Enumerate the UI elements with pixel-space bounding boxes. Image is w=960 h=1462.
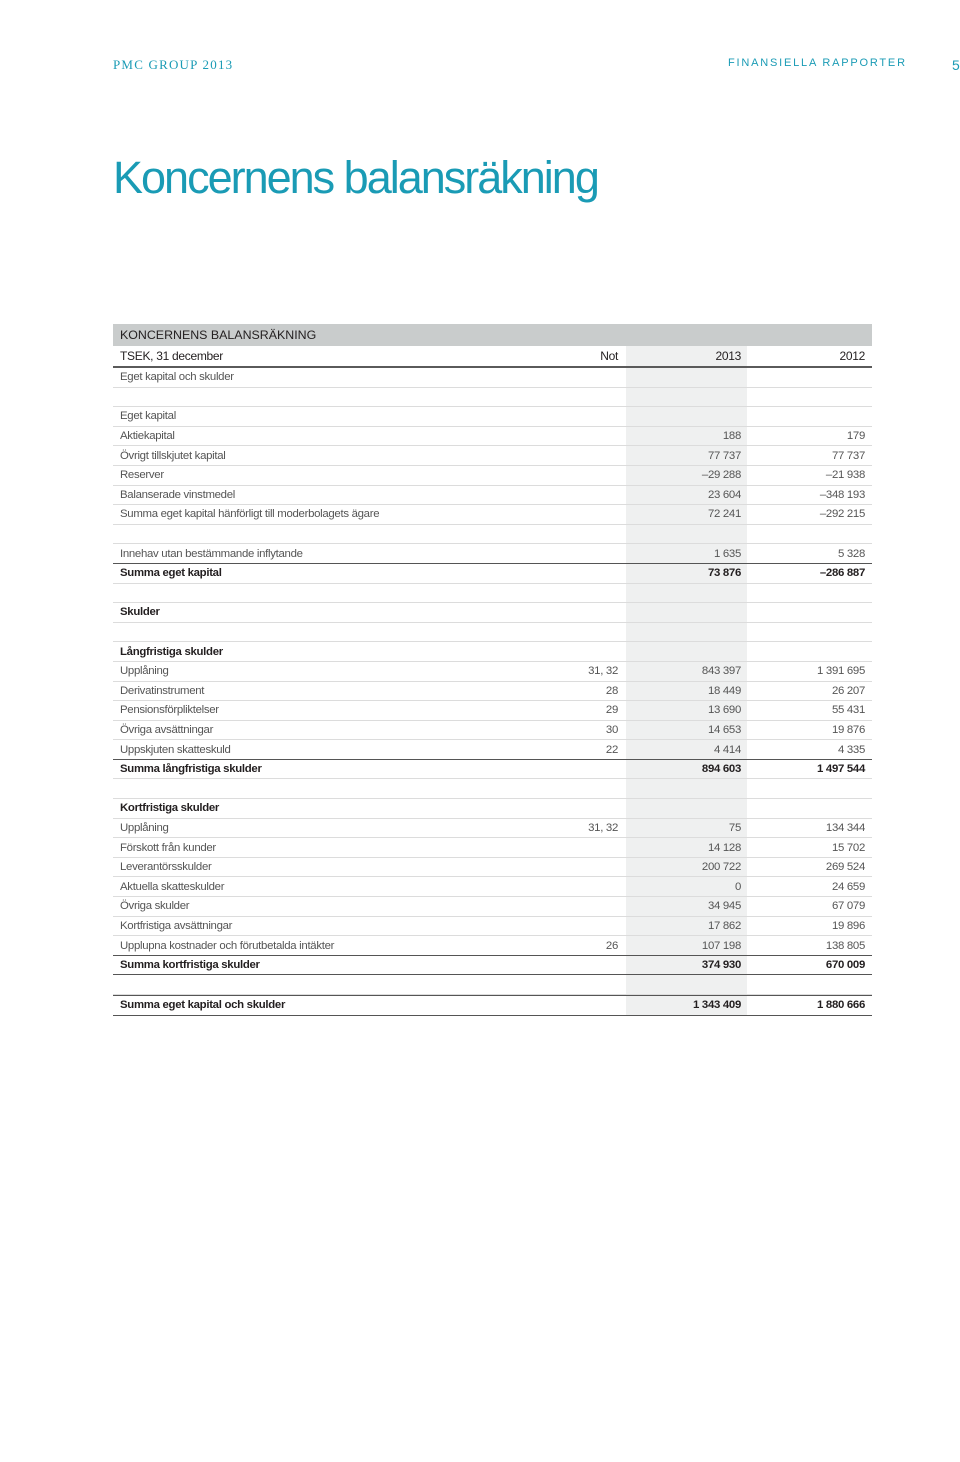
row-value-2012: 1 497 544	[817, 763, 865, 776]
row-label: Aktiekapital	[120, 430, 175, 443]
table-row	[113, 721, 872, 741]
column-header-row	[113, 346, 872, 368]
table-row	[113, 956, 872, 976]
row-value-2013: 1 343 409	[693, 999, 741, 1012]
table-row	[113, 564, 872, 584]
row-note: 29	[605, 704, 618, 717]
row-value-2013: 13 690	[707, 704, 741, 717]
table-row	[113, 877, 872, 897]
table-row	[113, 897, 872, 917]
spacer-row	[113, 584, 872, 604]
row-value-2013: 18 449	[707, 684, 741, 697]
row-value-2012: 138 805	[825, 939, 865, 952]
row-label: Övriga avsättningar	[120, 723, 214, 736]
row-value-2012: 269 524	[825, 861, 865, 874]
row-label: Upplåning	[120, 821, 169, 834]
row-label: Eget kapital och skulder	[120, 371, 234, 384]
row-value-2013: 894 603	[701, 763, 741, 776]
table-row	[113, 995, 872, 1016]
table-row	[113, 760, 872, 780]
row-value-2012: 55 431	[831, 704, 865, 717]
row-value-2012: 19 896	[831, 919, 865, 932]
row-label: Förskott från kunder	[120, 841, 216, 854]
row-value-2012: 67 079	[831, 900, 865, 913]
row-label: Upplåning	[120, 665, 169, 678]
row-label: Övrigt tillskjutet kapital	[120, 449, 226, 462]
spacer-row	[113, 975, 872, 995]
row-label: Balanserade vinstmedel	[120, 488, 235, 501]
table-row	[113, 486, 872, 506]
row-value-2012: –348 193	[819, 488, 865, 501]
row-value-2012: 5 328	[837, 547, 865, 560]
table-row	[113, 838, 872, 858]
table-row	[113, 466, 872, 486]
page-title: Koncernens balansräkning	[113, 152, 598, 203]
row-label: Kortfristiga skulder	[120, 802, 220, 815]
row-value-2013: 75	[728, 821, 741, 834]
row-value-2013: 374 930	[701, 959, 741, 972]
row-value-2013: 14 653	[707, 723, 741, 736]
row-note: 22	[605, 743, 618, 756]
row-value-2012: 19 876	[831, 723, 865, 736]
row-value-2013: –29 288	[701, 469, 741, 482]
row-value-2013: 188	[722, 430, 741, 443]
table-row	[113, 603, 872, 623]
row-value-2012: 77 737	[831, 449, 865, 462]
table-row	[113, 368, 872, 388]
row-label: Upplupna kostnader och förutbetalda intäkter	[120, 939, 335, 952]
row-label: Aktuella skatteskulder	[120, 880, 225, 893]
row-label: Summa kortfristiga skulder	[120, 959, 260, 972]
table-row	[113, 740, 872, 760]
spacer-row	[113, 525, 872, 545]
row-label: Uppskjuten skatteskuld	[120, 743, 231, 756]
running-header-left: PMC GROUP 2013	[113, 57, 234, 72]
row-note: 26	[605, 939, 618, 952]
table-body	[113, 368, 872, 1016]
table-row	[113, 682, 872, 702]
table-row	[113, 799, 872, 819]
row-label: Eget kapital	[120, 410, 176, 423]
spacer-row	[113, 779, 872, 799]
row-value-2013: 17 862	[707, 919, 741, 932]
row-label: Leverantörsskulder	[120, 861, 212, 874]
balance-sheet-table	[113, 324, 872, 1016]
row-value-2013: 843 397	[701, 665, 741, 678]
row-value-2013: 77 737	[707, 449, 741, 462]
column-header-2012: 2012	[839, 349, 865, 363]
column-header-2013: 2013	[715, 349, 741, 363]
table-row	[113, 917, 872, 937]
row-label: Skulder	[120, 606, 160, 619]
row-note: 31, 32	[588, 665, 618, 678]
row-value-2013: 0	[734, 880, 741, 893]
row-note: 30	[605, 723, 618, 736]
table-row	[113, 427, 872, 447]
table-row	[113, 446, 872, 466]
row-value-2012: 15 702	[831, 841, 865, 854]
running-header-right: FINANSIELLA RAPPORTER	[728, 57, 907, 69]
row-value-2013: 73 876	[707, 567, 741, 580]
row-label: Innehav utan bestämmande inflytande	[120, 547, 303, 560]
table-row	[113, 407, 872, 427]
column-header-note: Not	[600, 349, 618, 363]
row-value-2012: –286 887	[819, 567, 865, 580]
row-value-2012: 1 391 695	[817, 665, 865, 678]
row-value-2013: 1 635	[713, 547, 741, 560]
table-row	[113, 819, 872, 839]
row-value-2012: –21 938	[825, 469, 865, 482]
row-value-2013: 200 722	[701, 861, 741, 874]
page-number: 5	[952, 57, 960, 73]
row-value-2012: 1 880 666	[817, 999, 865, 1012]
table-caption	[113, 324, 872, 346]
table-row	[113, 505, 872, 525]
row-label: Långfristiga skulder	[120, 645, 223, 658]
row-value-2012: –292 215	[819, 508, 865, 521]
table-row	[113, 544, 872, 564]
row-value-2012: 24 659	[831, 880, 865, 893]
table-row	[113, 701, 872, 721]
row-note: 28	[605, 684, 618, 697]
row-label: Summa eget kapital	[120, 567, 222, 580]
row-value-2012: 670 009	[825, 959, 865, 972]
row-value-2013: 107 198	[701, 939, 741, 952]
row-label: Reserver	[120, 469, 164, 482]
row-value-2012: 179	[846, 430, 865, 443]
table-row	[113, 662, 872, 682]
row-label: Övriga skulder	[120, 900, 190, 913]
row-note: 31, 32	[588, 821, 618, 834]
row-label: Pensionsförpliktelser	[120, 704, 219, 717]
spacer-row	[113, 388, 872, 408]
row-value-2013: 4 414	[713, 743, 741, 756]
table-row	[113, 936, 872, 956]
row-value-2012: 4 335	[837, 743, 865, 756]
row-label: Derivatinstrument	[120, 684, 205, 697]
column-header-label: TSEK, 31 december	[120, 349, 223, 363]
row-value-2013: 23 604	[707, 488, 741, 501]
spacer-row	[113, 623, 872, 643]
row-value-2012: 26 207	[831, 684, 865, 697]
table-row	[113, 642, 872, 662]
row-label: Summa långfristiga skulder	[120, 763, 262, 776]
table-caption-text: KONCERNENS BALANSRÄKNING	[120, 328, 317, 342]
row-value-2012: 134 344	[825, 821, 865, 834]
row-value-2013: 34 945	[707, 900, 741, 913]
row-label: Summa eget kapital hänförligt till moderbolagets ägare	[120, 508, 380, 521]
row-value-2013: 72 241	[707, 508, 741, 521]
row-label: Kortfristiga avsättningar	[120, 919, 233, 932]
row-label: Summa eget kapital och skulder	[120, 999, 286, 1012]
row-value-2013: 14 128	[707, 841, 741, 854]
table-row	[113, 858, 872, 878]
